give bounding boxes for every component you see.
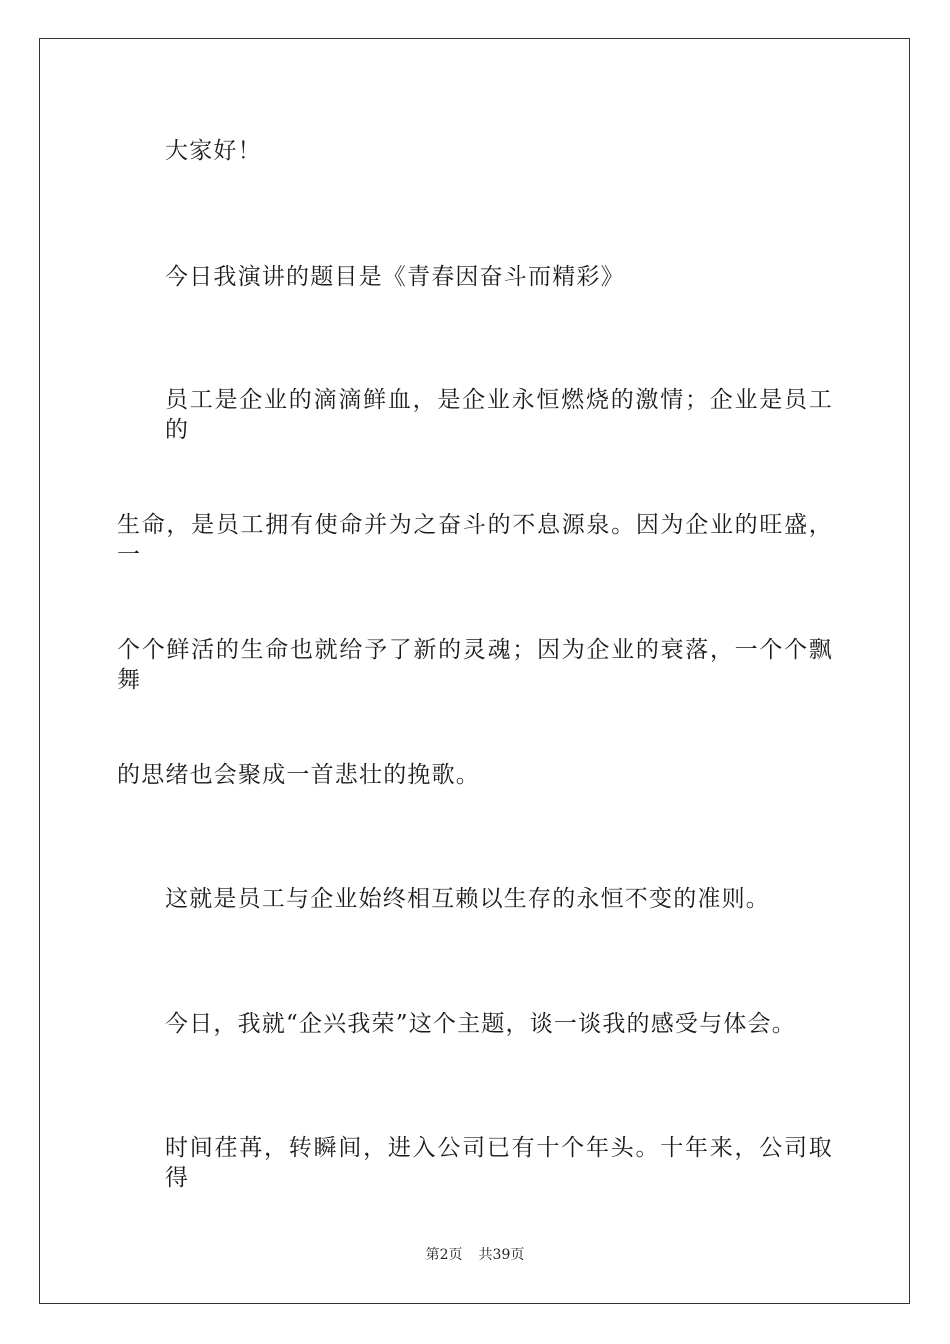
text-line: 时间荏苒，转瞬间，进入公司已有十个年头。十年来，公司取得: [165, 1135, 833, 1191]
text-line: 这就是员工与企业始终相互赖以生存的永恒不变的准则。: [165, 886, 770, 912]
text-line-greeting: 大家好！: [165, 138, 262, 164]
text-line: 个个鲜活的生命也就给予了新的灵魂；因为企业的衰落，一个个飘舞: [117, 637, 833, 693]
total-pages: 共39页: [478, 1247, 525, 1263]
text-line: 生命，是员工拥有使命并为之奋斗的不息源泉。因为企业的旺盛，一: [117, 512, 833, 568]
text-line-topic: 今日我演讲的题目是《青春因奋斗而精彩》: [165, 264, 625, 290]
text-line: 今日，我就“企兴我荣”这个主题，谈一谈我的感受与体会。: [165, 1011, 796, 1037]
text-line: 员工是企业的滴滴鲜血，是企业永恒燃烧的激情；企业是员工的: [165, 387, 833, 443]
text-line: 的思绪也会聚成一首悲壮的挽歌。: [117, 762, 480, 788]
page-footer: [0, 1246, 950, 1264]
page-number: 第2页: [425, 1247, 463, 1263]
